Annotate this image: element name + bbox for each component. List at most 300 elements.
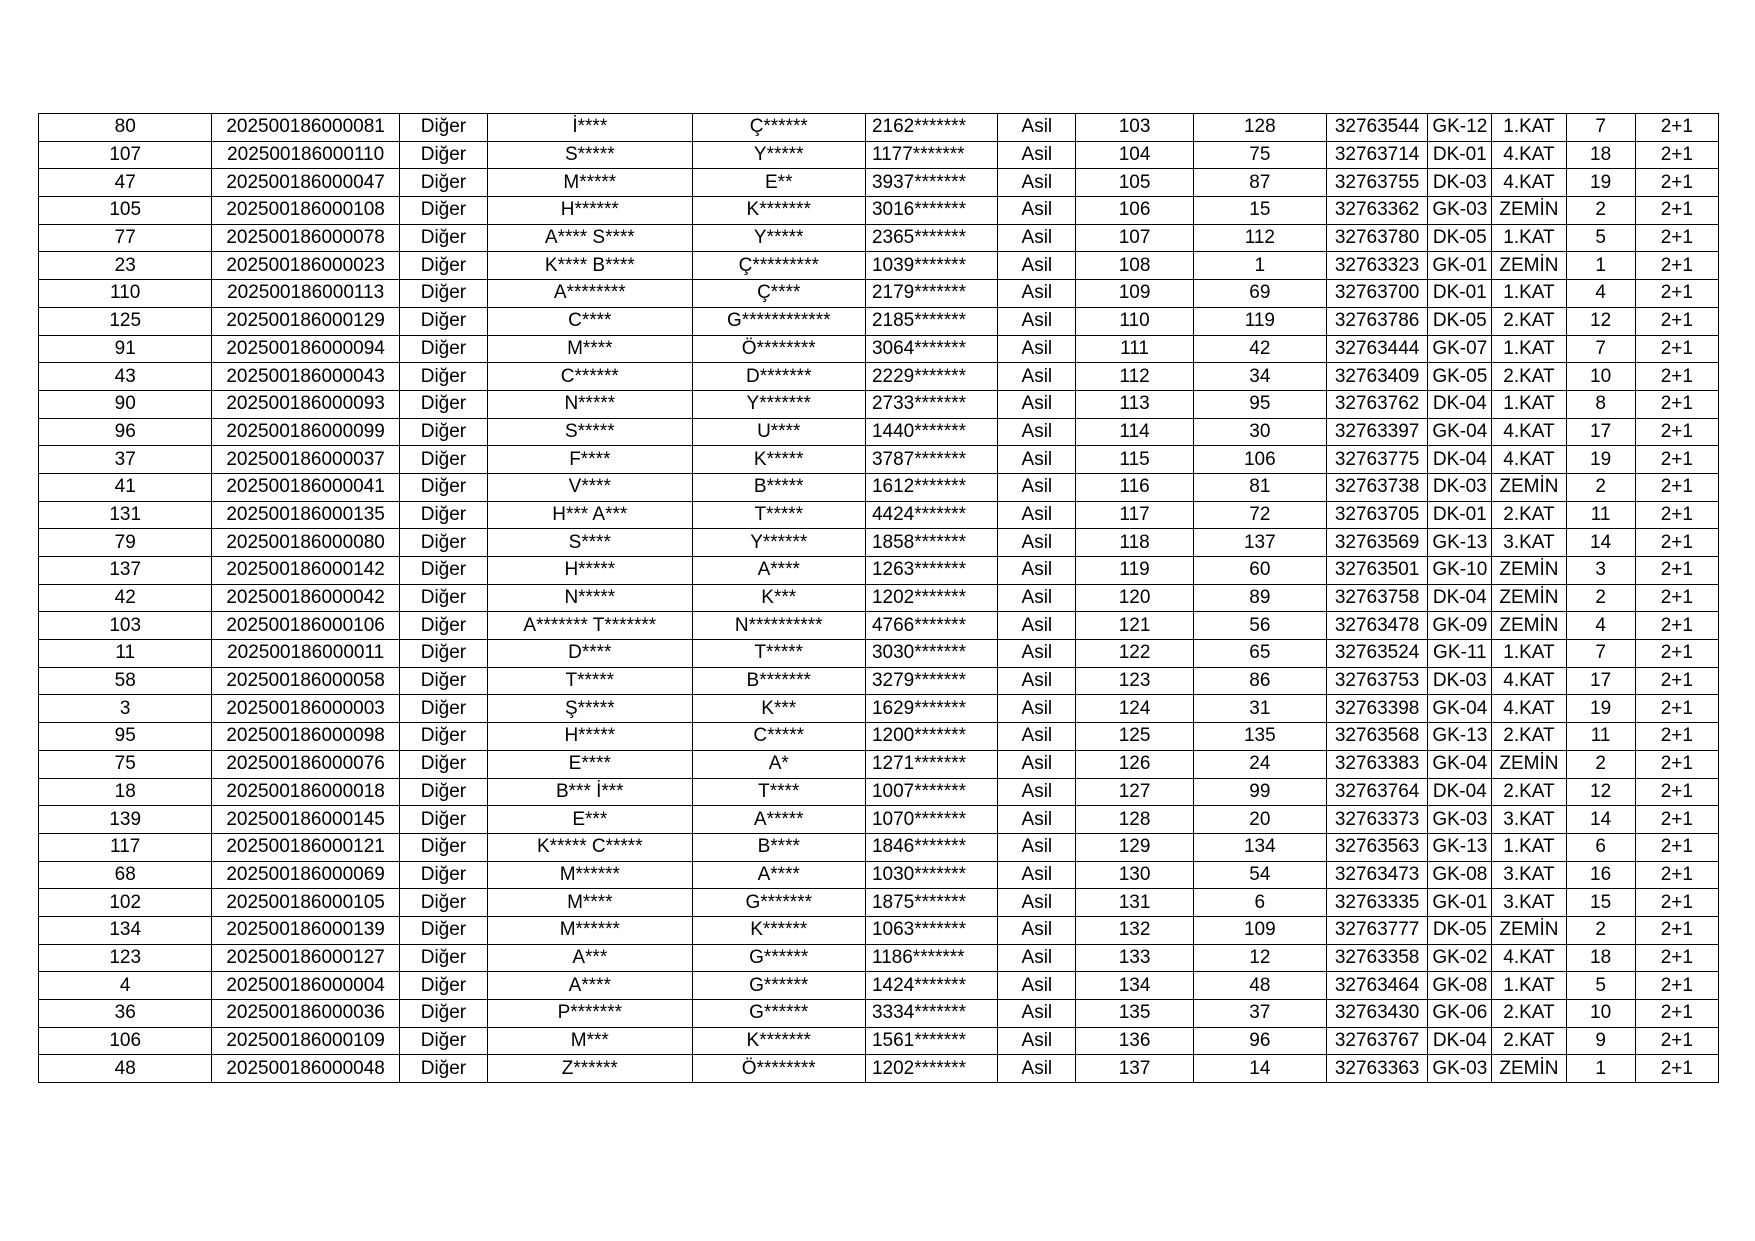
cell-soyad: B**** — [692, 833, 865, 861]
cell-konut-no: 89 — [1193, 584, 1326, 612]
cell-konut-no: 24 — [1193, 750, 1326, 778]
cell-soyad: K******* — [692, 1027, 865, 1055]
cell-oda-tipi: 2+1 — [1635, 1000, 1718, 1028]
cell-tc-kimlik: 1846******* — [865, 833, 997, 861]
cell-durum: Asil — [998, 280, 1076, 308]
cell-soyad: B***** — [692, 473, 865, 501]
cell-durum: Asil — [998, 972, 1076, 1000]
cell-soyad: Ç********* — [692, 252, 865, 280]
cell-daire-no: 10 — [1566, 1000, 1635, 1028]
cell-sira-no: 91 — [39, 335, 212, 363]
cell-soyad: K***** — [692, 446, 865, 474]
cell-bagimsiz-bolum-no: 32763762 — [1327, 390, 1428, 418]
cell-sira-no: 36 — [39, 1000, 212, 1028]
cell-kura-sira: 104 — [1076, 141, 1193, 169]
cell-tc-kimlik: 3279******* — [865, 667, 997, 695]
cell-tc-kimlik: 1200******* — [865, 723, 997, 751]
cell-blok: GK-13 — [1428, 529, 1492, 557]
cell-tc-kimlik: 1070******* — [865, 806, 997, 834]
cell-oda-tipi: 2+1 — [1635, 252, 1718, 280]
cell-kategori: Diğer — [399, 363, 487, 391]
cell-konut-no: 6 — [1193, 889, 1326, 917]
cell-ad: Ş***** — [488, 695, 692, 723]
cell-blok: DK-05 — [1428, 307, 1492, 335]
cell-oda-tipi: 2+1 — [1635, 806, 1718, 834]
table-row — [39, 916, 1719, 944]
cell-kat: ZEMİN — [1492, 1055, 1566, 1083]
cell-durum: Asil — [998, 224, 1076, 252]
cell-durum: Asil — [998, 640, 1076, 668]
cell-kura-sira: 131 — [1076, 889, 1193, 917]
cell-soyad: K******* — [692, 197, 865, 225]
cell-tc-kimlik: 4766******* — [865, 612, 997, 640]
cell-konut-no: 20 — [1193, 806, 1326, 834]
cell-basvuru-no: 202500186000093 — [212, 390, 399, 418]
cell-tc-kimlik: 2162******* — [865, 114, 997, 142]
table-row — [39, 944, 1719, 972]
cell-kategori: Diğer — [399, 584, 487, 612]
cell-tc-kimlik: 1561******* — [865, 1027, 997, 1055]
cell-tc-kimlik: 2185******* — [865, 307, 997, 335]
cell-durum: Asil — [998, 833, 1076, 861]
cell-bagimsiz-bolum-no: 32763323 — [1327, 252, 1428, 280]
cell-soyad: A***** — [692, 806, 865, 834]
cell-soyad: G****** — [692, 1000, 865, 1028]
cell-ad: M***** — [488, 169, 692, 197]
cell-kura-sira: 127 — [1076, 778, 1193, 806]
cell-kura-sira: 132 — [1076, 916, 1193, 944]
cell-basvuru-no: 202500186000048 — [212, 1055, 399, 1083]
cell-kategori: Diğer — [399, 667, 487, 695]
cell-soyad: Ç****** — [692, 114, 865, 142]
cell-bagimsiz-bolum-no: 32763738 — [1327, 473, 1428, 501]
cell-durum: Asil — [998, 778, 1076, 806]
cell-basvuru-no: 202500186000003 — [212, 695, 399, 723]
cell-oda-tipi: 2+1 — [1635, 889, 1718, 917]
cell-ad: H***** — [488, 723, 692, 751]
cell-durum: Asil — [998, 252, 1076, 280]
cell-kategori: Diğer — [399, 889, 487, 917]
cell-blok: DK-04 — [1428, 1027, 1492, 1055]
cell-durum: Asil — [998, 114, 1076, 142]
cell-tc-kimlik: 3064******* — [865, 335, 997, 363]
cell-tc-kimlik: 1063******* — [865, 916, 997, 944]
cell-daire-no: 5 — [1566, 972, 1635, 1000]
table-row — [39, 972, 1719, 1000]
cell-oda-tipi: 2+1 — [1635, 197, 1718, 225]
cell-kura-sira: 113 — [1076, 390, 1193, 418]
cell-basvuru-no: 202500186000129 — [212, 307, 399, 335]
table-row — [39, 335, 1719, 363]
cell-blok: DK-03 — [1428, 667, 1492, 695]
cell-sira-no: 68 — [39, 861, 212, 889]
cell-kategori: Diğer — [399, 695, 487, 723]
cell-oda-tipi: 2+1 — [1635, 418, 1718, 446]
cell-kat: 4.KAT — [1492, 695, 1566, 723]
cell-sira-no: 105 — [39, 197, 212, 225]
cell-basvuru-no: 202500186000113 — [212, 280, 399, 308]
cell-blok: DK-04 — [1428, 778, 1492, 806]
cell-basvuru-no: 202500186000098 — [212, 723, 399, 751]
cell-bagimsiz-bolum-no: 32763363 — [1327, 1055, 1428, 1083]
cell-tc-kimlik: 2733******* — [865, 390, 997, 418]
cell-konut-no: 42 — [1193, 335, 1326, 363]
cell-tc-kimlik: 1007******* — [865, 778, 997, 806]
cell-blok: GK-01 — [1428, 252, 1492, 280]
cell-ad: M****** — [488, 916, 692, 944]
cell-soyad: Y****** — [692, 529, 865, 557]
cell-kategori: Diğer — [399, 1000, 487, 1028]
cell-bagimsiz-bolum-no: 32763383 — [1327, 750, 1428, 778]
table-row — [39, 280, 1719, 308]
cell-daire-no: 7 — [1566, 335, 1635, 363]
cell-oda-tipi: 2+1 — [1635, 390, 1718, 418]
cell-kategori: Diğer — [399, 723, 487, 751]
cell-basvuru-no: 202500186000037 — [212, 446, 399, 474]
cell-oda-tipi: 2+1 — [1635, 114, 1718, 142]
cell-ad: M**** — [488, 335, 692, 363]
cell-oda-tipi: 2+1 — [1635, 944, 1718, 972]
table-row — [39, 806, 1719, 834]
cell-ad: F**** — [488, 446, 692, 474]
cell-oda-tipi: 2+1 — [1635, 335, 1718, 363]
cell-daire-no: 19 — [1566, 695, 1635, 723]
cell-bagimsiz-bolum-no: 32763755 — [1327, 169, 1428, 197]
cell-daire-no: 2 — [1566, 197, 1635, 225]
cell-bagimsiz-bolum-no: 32763544 — [1327, 114, 1428, 142]
cell-oda-tipi: 2+1 — [1635, 972, 1718, 1000]
cell-oda-tipi: 2+1 — [1635, 529, 1718, 557]
cell-sira-no: 139 — [39, 806, 212, 834]
cell-konut-no: 119 — [1193, 307, 1326, 335]
cell-sira-no: 18 — [39, 778, 212, 806]
cell-durum: Asil — [998, 750, 1076, 778]
cell-bagimsiz-bolum-no: 32763568 — [1327, 723, 1428, 751]
cell-sira-no: 123 — [39, 944, 212, 972]
cell-kat: ZEMİN — [1492, 750, 1566, 778]
cell-konut-no: 135 — [1193, 723, 1326, 751]
cell-soyad: G******* — [692, 889, 865, 917]
cell-sira-no: 58 — [39, 667, 212, 695]
cell-soyad: Ç**** — [692, 280, 865, 308]
cell-kategori: Diğer — [399, 612, 487, 640]
cell-kat: 1.KAT — [1492, 972, 1566, 1000]
cell-soyad: K****** — [692, 916, 865, 944]
cell-basvuru-no: 202500186000108 — [212, 197, 399, 225]
cell-durum: Asil — [998, 889, 1076, 917]
cell-basvuru-no: 202500186000080 — [212, 529, 399, 557]
table-row — [39, 778, 1719, 806]
cell-soyad: D******* — [692, 363, 865, 391]
cell-sira-no: 47 — [39, 169, 212, 197]
cell-soyad: Ö******** — [692, 335, 865, 363]
cell-basvuru-no: 202500186000106 — [212, 612, 399, 640]
cell-basvuru-no: 202500186000081 — [212, 114, 399, 142]
cell-kat: 3.KAT — [1492, 529, 1566, 557]
cell-kat: 4.KAT — [1492, 944, 1566, 972]
cell-tc-kimlik: 1202******* — [865, 1055, 997, 1083]
table-row — [39, 418, 1719, 446]
cell-kategori: Diğer — [399, 280, 487, 308]
table-row — [39, 557, 1719, 585]
cell-tc-kimlik: 2365******* — [865, 224, 997, 252]
cell-kura-sira: 134 — [1076, 972, 1193, 1000]
table-row — [39, 446, 1719, 474]
table-row — [39, 529, 1719, 557]
cell-bagimsiz-bolum-no: 32763501 — [1327, 557, 1428, 585]
cell-ad: D**** — [488, 640, 692, 668]
cell-blok: GK-02 — [1428, 944, 1492, 972]
cell-ad: M****** — [488, 861, 692, 889]
cell-bagimsiz-bolum-no: 32763444 — [1327, 335, 1428, 363]
cell-tc-kimlik: 3787******* — [865, 446, 997, 474]
cell-konut-no: 65 — [1193, 640, 1326, 668]
cell-tc-kimlik: 1629******* — [865, 695, 997, 723]
cell-daire-no: 1 — [1566, 252, 1635, 280]
cell-tc-kimlik: 1858******* — [865, 529, 997, 557]
cell-sira-no: 96 — [39, 418, 212, 446]
cell-konut-no: 75 — [1193, 141, 1326, 169]
cell-oda-tipi: 2+1 — [1635, 612, 1718, 640]
cell-kategori: Diğer — [399, 335, 487, 363]
cell-kat: 4.KAT — [1492, 667, 1566, 695]
cell-durum: Asil — [998, 390, 1076, 418]
cell-kat: 1.KAT — [1492, 224, 1566, 252]
cell-durum: Asil — [998, 861, 1076, 889]
cell-kura-sira: 120 — [1076, 584, 1193, 612]
table-row — [39, 695, 1719, 723]
cell-konut-no: 60 — [1193, 557, 1326, 585]
cell-kat: 4.KAT — [1492, 141, 1566, 169]
cell-blok: GK-07 — [1428, 335, 1492, 363]
cell-kura-sira: 129 — [1076, 833, 1193, 861]
table-row — [39, 224, 1719, 252]
table-row — [39, 363, 1719, 391]
cell-blok: GK-10 — [1428, 557, 1492, 585]
table-row — [39, 889, 1719, 917]
cell-ad: İ**** — [488, 114, 692, 142]
cell-konut-no: 109 — [1193, 916, 1326, 944]
cell-daire-no: 7 — [1566, 114, 1635, 142]
cell-oda-tipi: 2+1 — [1635, 501, 1718, 529]
cell-soyad: U**** — [692, 418, 865, 446]
cell-blok: GK-03 — [1428, 197, 1492, 225]
cell-sira-no: 4 — [39, 972, 212, 1000]
table-row — [39, 1000, 1719, 1028]
cell-durum: Asil — [998, 169, 1076, 197]
table-row — [39, 1027, 1719, 1055]
table-row — [39, 584, 1719, 612]
cell-konut-no: 128 — [1193, 114, 1326, 142]
cell-kat: 1.KAT — [1492, 280, 1566, 308]
cell-ad: V**** — [488, 473, 692, 501]
cell-durum: Asil — [998, 529, 1076, 557]
cell-kategori: Diğer — [399, 197, 487, 225]
cell-soyad: K*** — [692, 584, 865, 612]
table-row — [39, 141, 1719, 169]
cell-ad: A*** — [488, 944, 692, 972]
cell-kura-sira: 124 — [1076, 695, 1193, 723]
cell-konut-no: 137 — [1193, 529, 1326, 557]
cell-ad: H****** — [488, 197, 692, 225]
cell-kura-sira: 130 — [1076, 861, 1193, 889]
cell-daire-no: 2 — [1566, 750, 1635, 778]
cell-bagimsiz-bolum-no: 32763700 — [1327, 280, 1428, 308]
cell-soyad: Ö******** — [692, 1055, 865, 1083]
cell-kategori: Diğer — [399, 418, 487, 446]
cell-kura-sira: 112 — [1076, 363, 1193, 391]
cell-basvuru-no: 202500186000109 — [212, 1027, 399, 1055]
cell-kura-sira: 122 — [1076, 640, 1193, 668]
cell-kat: 4.KAT — [1492, 446, 1566, 474]
cell-kat: ZEMİN — [1492, 557, 1566, 585]
cell-bagimsiz-bolum-no: 32763397 — [1327, 418, 1428, 446]
cell-daire-no: 7 — [1566, 640, 1635, 668]
cell-durum: Asil — [998, 667, 1076, 695]
cell-durum: Asil — [998, 695, 1076, 723]
cell-oda-tipi: 2+1 — [1635, 640, 1718, 668]
cell-soyad: Y***** — [692, 224, 865, 252]
cell-konut-no: 134 — [1193, 833, 1326, 861]
cell-soyad: C***** — [692, 723, 865, 751]
table-row — [39, 667, 1719, 695]
cell-sira-no: 80 — [39, 114, 212, 142]
cell-kategori: Diğer — [399, 806, 487, 834]
cell-bagimsiz-bolum-no: 32763373 — [1327, 806, 1428, 834]
cell-ad: S***** — [488, 141, 692, 169]
table-row — [39, 169, 1719, 197]
cell-bagimsiz-bolum-no: 32763775 — [1327, 446, 1428, 474]
table-row — [39, 861, 1719, 889]
cell-ad: C****** — [488, 363, 692, 391]
cell-soyad: A**** — [692, 861, 865, 889]
cell-kura-sira: 108 — [1076, 252, 1193, 280]
cell-blok: GK-04 — [1428, 750, 1492, 778]
cell-konut-no: 87 — [1193, 169, 1326, 197]
cell-blok: GK-03 — [1428, 806, 1492, 834]
cell-blok: GK-11 — [1428, 640, 1492, 668]
cell-daire-no: 11 — [1566, 723, 1635, 751]
cell-bagimsiz-bolum-no: 32763753 — [1327, 667, 1428, 695]
cell-sira-no: 117 — [39, 833, 212, 861]
cell-blok: GK-12 — [1428, 114, 1492, 142]
cell-kategori: Diğer — [399, 473, 487, 501]
cell-konut-no: 54 — [1193, 861, 1326, 889]
cell-sira-no: 41 — [39, 473, 212, 501]
cell-konut-no: 15 — [1193, 197, 1326, 225]
cell-bagimsiz-bolum-no: 32763362 — [1327, 197, 1428, 225]
cell-oda-tipi: 2+1 — [1635, 280, 1718, 308]
table-body — [39, 114, 1719, 1083]
cell-kat: 3.KAT — [1492, 861, 1566, 889]
table-row — [39, 114, 1719, 142]
cell-kat: ZEMİN — [1492, 916, 1566, 944]
cell-kategori: Diğer — [399, 141, 487, 169]
cell-kategori: Diğer — [399, 446, 487, 474]
cell-tc-kimlik: 1186******* — [865, 944, 997, 972]
table-row — [39, 252, 1719, 280]
cell-durum: Asil — [998, 141, 1076, 169]
cell-kura-sira: 114 — [1076, 418, 1193, 446]
cell-bagimsiz-bolum-no: 32763478 — [1327, 612, 1428, 640]
cell-ad: A******** — [488, 280, 692, 308]
cell-konut-no: 37 — [1193, 1000, 1326, 1028]
cell-daire-no: 18 — [1566, 944, 1635, 972]
cell-kat: ZEMİN — [1492, 612, 1566, 640]
cell-blok: GK-06 — [1428, 1000, 1492, 1028]
table-row — [39, 390, 1719, 418]
cell-daire-no: 2 — [1566, 584, 1635, 612]
cell-oda-tipi: 2+1 — [1635, 446, 1718, 474]
cell-sira-no: 125 — [39, 307, 212, 335]
cell-kategori: Diğer — [399, 1055, 487, 1083]
cell-sira-no: 48 — [39, 1055, 212, 1083]
cell-bagimsiz-bolum-no: 32763758 — [1327, 584, 1428, 612]
cell-daire-no: 19 — [1566, 446, 1635, 474]
cell-tc-kimlik: 1612******* — [865, 473, 997, 501]
cell-bagimsiz-bolum-no: 32763335 — [1327, 889, 1428, 917]
cell-blok: DK-04 — [1428, 584, 1492, 612]
cell-durum: Asil — [998, 473, 1076, 501]
table-row — [39, 640, 1719, 668]
cell-sira-no: 131 — [39, 501, 212, 529]
cell-kura-sira: 116 — [1076, 473, 1193, 501]
cell-sira-no: 42 — [39, 584, 212, 612]
cell-kura-sira: 128 — [1076, 806, 1193, 834]
cell-oda-tipi: 2+1 — [1635, 750, 1718, 778]
cell-bagimsiz-bolum-no: 32763786 — [1327, 307, 1428, 335]
cell-ad: E**** — [488, 750, 692, 778]
cell-tc-kimlik: 2179******* — [865, 280, 997, 308]
cell-konut-no: 99 — [1193, 778, 1326, 806]
cell-konut-no: 56 — [1193, 612, 1326, 640]
cell-blok: GK-13 — [1428, 723, 1492, 751]
cell-basvuru-no: 202500186000078 — [212, 224, 399, 252]
cell-kura-sira: 119 — [1076, 557, 1193, 585]
cell-kura-sira: 133 — [1076, 944, 1193, 972]
cell-daire-no: 18 — [1566, 141, 1635, 169]
cell-tc-kimlik: 3030******* — [865, 640, 997, 668]
cell-kategori: Diğer — [399, 501, 487, 529]
cell-kura-sira: 115 — [1076, 446, 1193, 474]
cell-durum: Asil — [998, 446, 1076, 474]
cell-kura-sira: 109 — [1076, 280, 1193, 308]
cell-oda-tipi: 2+1 — [1635, 1027, 1718, 1055]
table-row — [39, 501, 1719, 529]
cell-tc-kimlik: 1424******* — [865, 972, 997, 1000]
cell-durum: Asil — [998, 363, 1076, 391]
cell-soyad: E** — [692, 169, 865, 197]
cell-basvuru-no: 202500186000076 — [212, 750, 399, 778]
table-row — [39, 473, 1719, 501]
cell-kura-sira: 105 — [1076, 169, 1193, 197]
cell-daire-no: 9 — [1566, 1027, 1635, 1055]
cell-ad: S***** — [488, 418, 692, 446]
cell-blok: GK-09 — [1428, 612, 1492, 640]
cell-oda-tipi: 2+1 — [1635, 363, 1718, 391]
cell-blok: GK-13 — [1428, 833, 1492, 861]
cell-tc-kimlik: 3937******* — [865, 169, 997, 197]
table-row — [39, 723, 1719, 751]
cell-blok: GK-04 — [1428, 418, 1492, 446]
cell-bagimsiz-bolum-no: 32763358 — [1327, 944, 1428, 972]
cell-durum: Asil — [998, 1027, 1076, 1055]
cell-kat: 2.KAT — [1492, 363, 1566, 391]
cell-kat: 2.KAT — [1492, 778, 1566, 806]
cell-kura-sira: 136 — [1076, 1027, 1193, 1055]
results-table — [38, 113, 1719, 1083]
cell-bagimsiz-bolum-no: 32763777 — [1327, 916, 1428, 944]
